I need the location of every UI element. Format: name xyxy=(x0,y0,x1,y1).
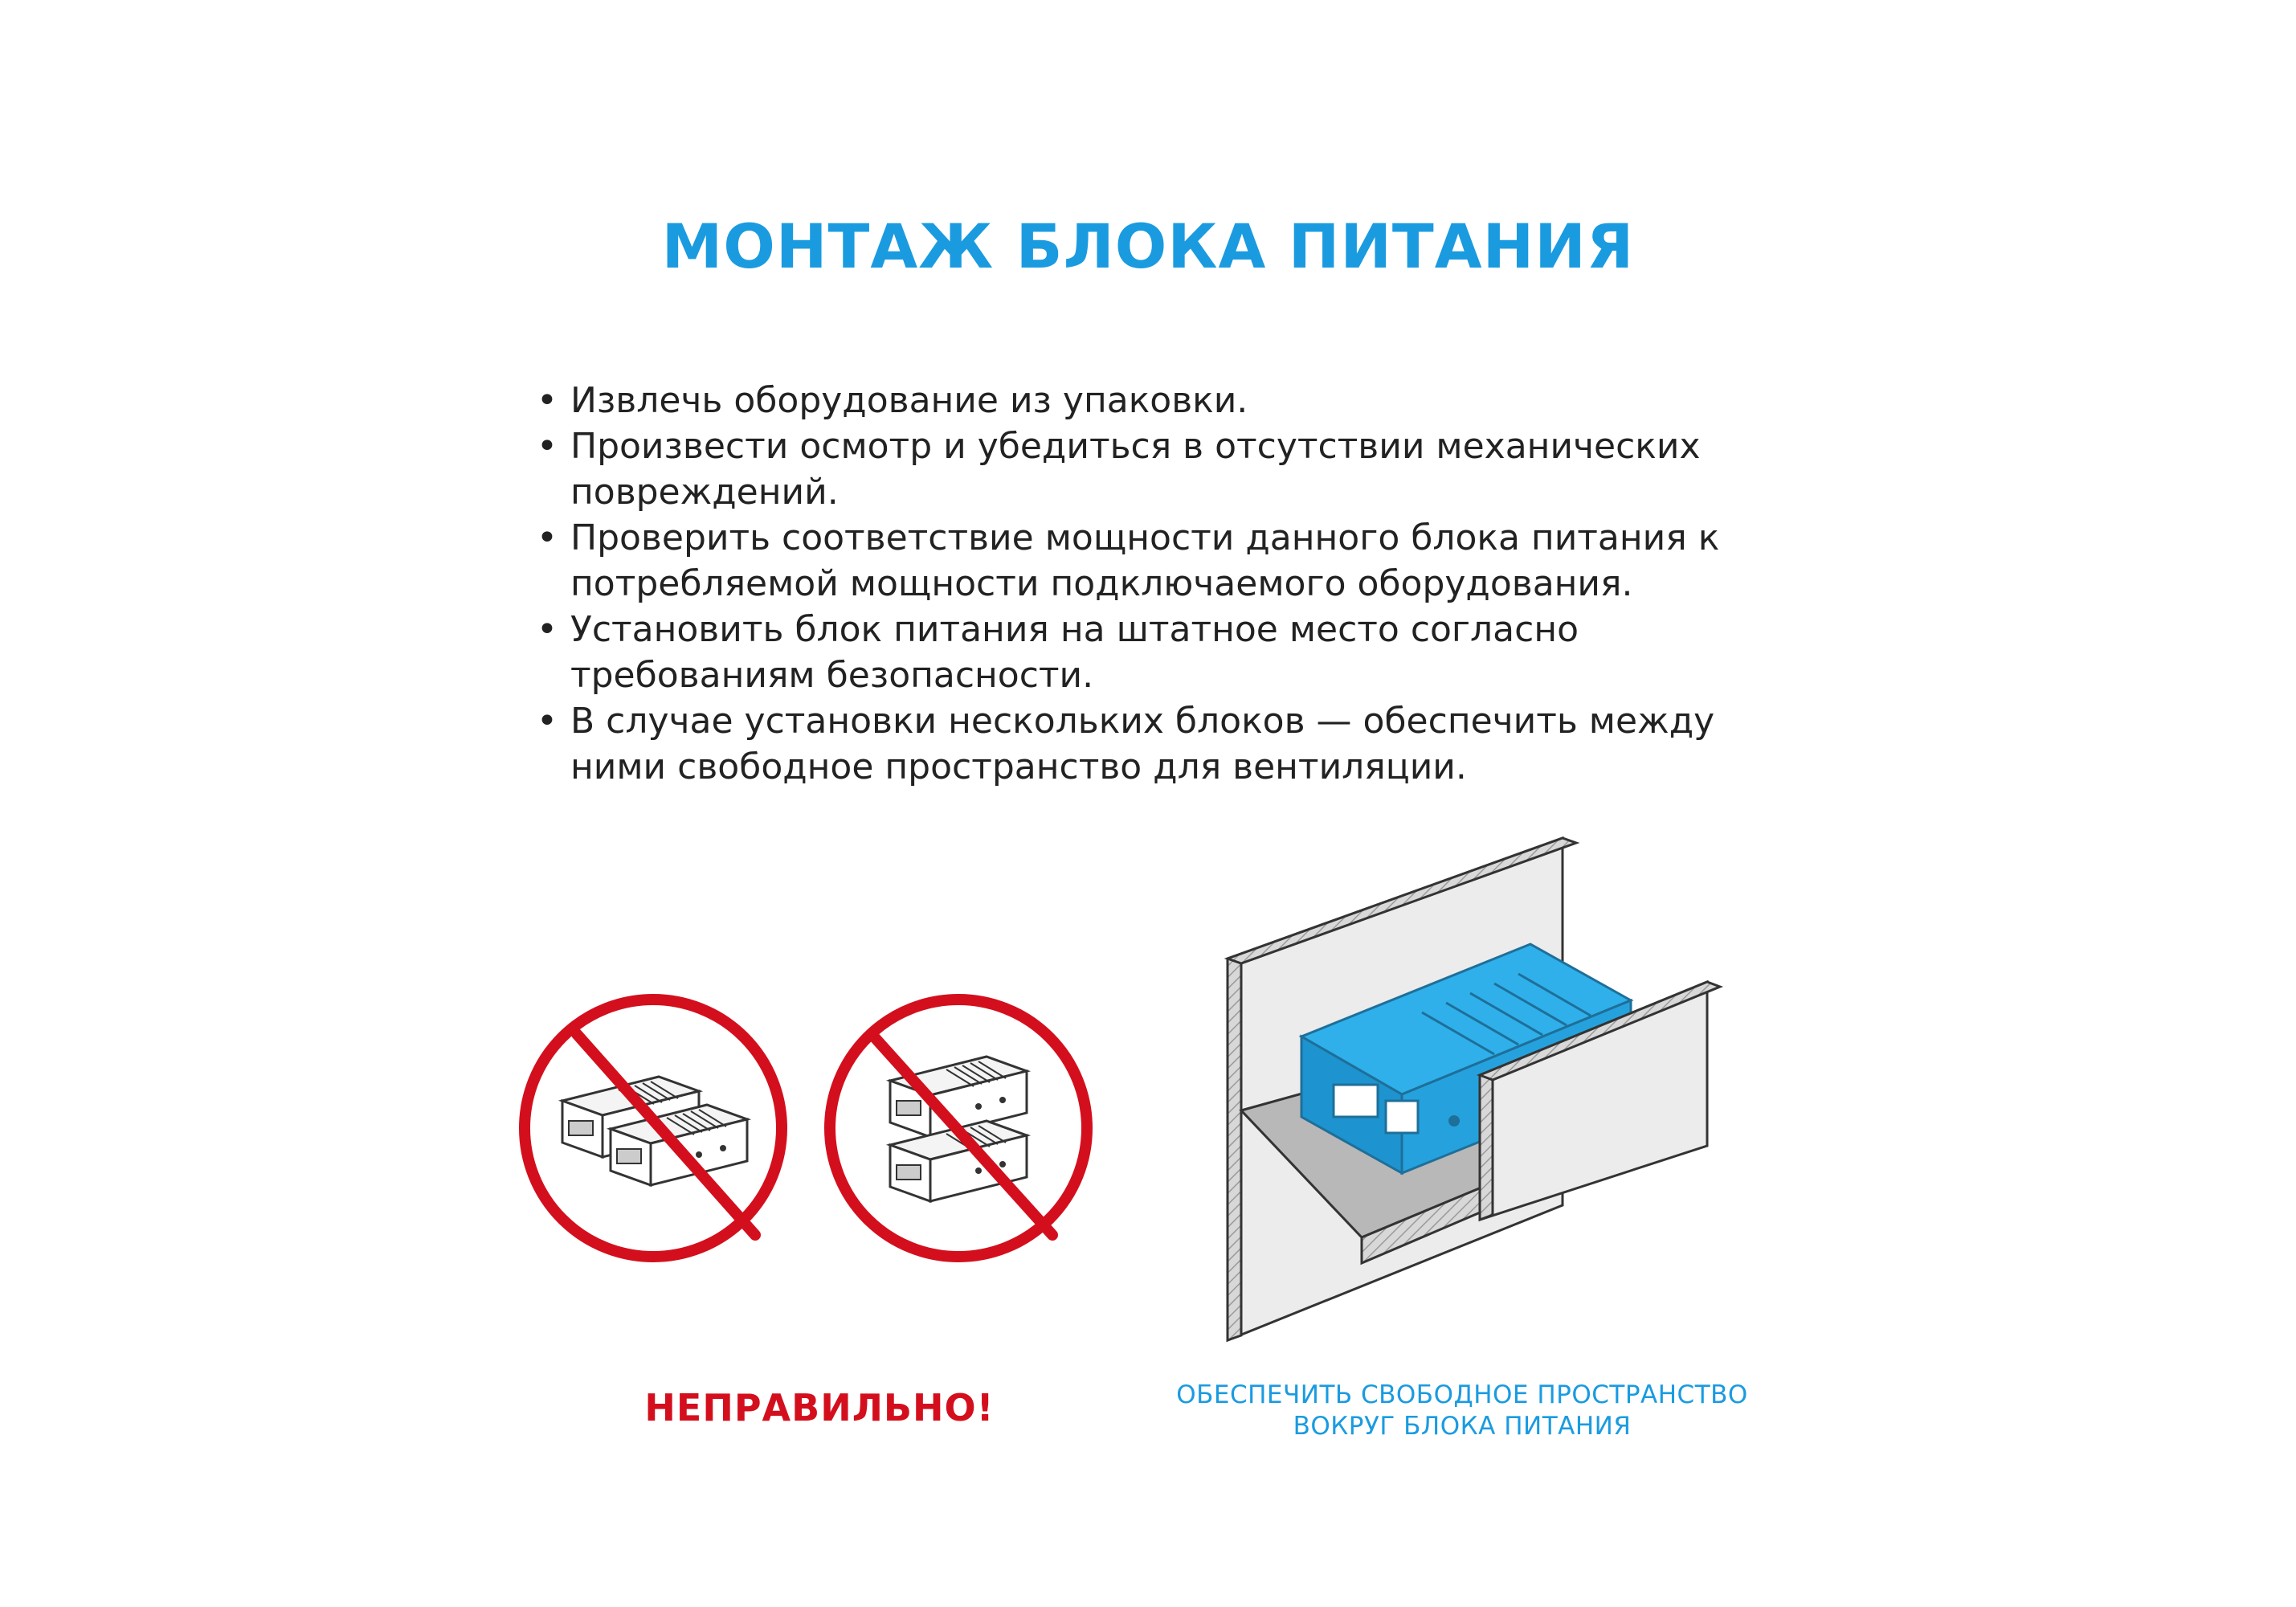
instruction-item: • Установить блок питания на штатное место согласно требованиям безопасности. xyxy=(537,607,1790,698)
correct-label-line: ОБЕСПЕЧИТЬ СВОБОДНОЕ ПРОСТРАНСТВО xyxy=(1176,1380,1748,1409)
psu-between-walls-illustration xyxy=(1228,838,1720,1340)
prohibited-side-by-side-icon xyxy=(525,1000,782,1257)
correct-label xyxy=(1109,1380,1816,1442)
instruction-item: • Произвести осмотр и убедиться в отсутствии механических повреждений. xyxy=(537,423,1790,515)
prohibited-stacked-icon xyxy=(830,1000,1087,1257)
page-title: МОНТАЖ БЛОКА ПИТАНИЯ xyxy=(661,211,1635,282)
instruction-item: • В случае установки нескольких блоков — обеспечить между ними свободное пространство для вентиляции. xyxy=(537,698,1790,790)
instruction-item: • Извлечь оборудование из упаковки. xyxy=(537,378,1790,423)
correct-label-line: ВОКРУГ БЛОКА ПИТАНИЯ xyxy=(1293,1412,1632,1441)
wrong-label: НЕПРАВИЛЬНО! xyxy=(644,1386,995,1429)
instruction-item: • Проверить соответствие мощности данного блока питания к потребляемой мощности подключаемого оборудования. xyxy=(537,515,1790,607)
